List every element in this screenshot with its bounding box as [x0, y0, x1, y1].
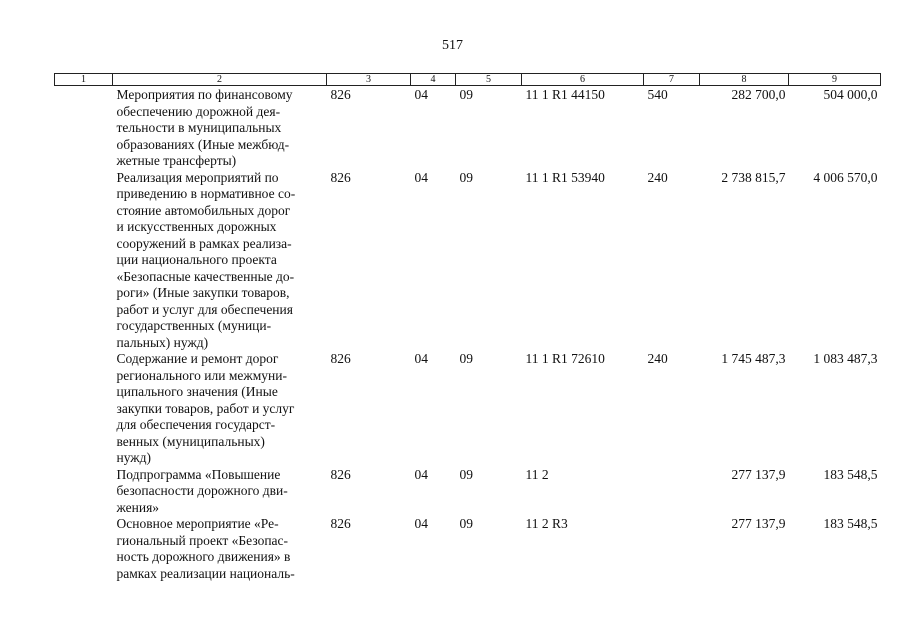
blank-cell	[55, 516, 113, 582]
column-header: 5	[456, 74, 522, 86]
table-row	[55, 516, 881, 582]
subsection-code: 09	[459, 516, 473, 531]
target-article-code: 11 2	[525, 466, 549, 482]
blank-cell	[55, 351, 113, 467]
blank-cell	[55, 467, 113, 517]
amount-year-1: 2 738 815,7	[721, 169, 786, 185]
item-name: Содержание и ремонт дорог регионального или межмуни- ципального значения (Иные закупки товаров, работ и услуг для обеспечения государст- венных (муниципальных) нужд)	[116, 351, 295, 465]
section-code: 04	[414, 87, 428, 102]
page-number: 517	[442, 38, 463, 53]
budget-table	[54, 73, 881, 582]
expense-type-code	[644, 516, 700, 582]
target-article-code: 11 2 R3	[525, 516, 568, 531]
column-number-row	[55, 74, 881, 86]
subsection-code: 09	[459, 351, 473, 366]
amount-year-2: 183 548,5	[823, 466, 878, 482]
subsection-code: 09	[459, 169, 473, 185]
amount-year-1: 282 700,0	[731, 87, 786, 102]
target-article-code: 11 1 R1 44150	[525, 87, 605, 102]
subsection-code: 09	[459, 87, 473, 102]
table-row	[55, 351, 881, 467]
column-header: 8	[700, 74, 789, 86]
grbs-code: 826	[330, 351, 351, 366]
section-code: 04	[414, 466, 428, 482]
amount-year-2: 4 006 570,0	[813, 169, 878, 185]
amount-year-1: 277 137,9	[731, 466, 786, 482]
grbs-code: 826	[330, 466, 351, 482]
amount-year-2: 1 083 487,3	[813, 351, 878, 366]
target-article-code: 11 1 R1 53940	[525, 169, 605, 185]
grbs-code: 826	[330, 516, 351, 531]
blank-cell	[55, 86, 113, 170]
section-code: 04	[414, 516, 428, 531]
expense-type-code: 240	[647, 169, 668, 185]
column-header: 4	[411, 74, 456, 86]
table-row	[55, 170, 881, 352]
item-name: Подпрограмма «Повышение безопасности дорожного дви- жения»	[116, 466, 288, 515]
expense-type-code: 240	[647, 351, 668, 366]
item-name: Реализация мероприятий по приведению в нормативное со- стояние автомобильных дорог и искусственных дорожных сооружений в рамках реализа- ции национального проекта «Безопасные качественные до- роги» (Иные закупки товаров, работ и услуг для обеспечения государственных (муници- пальных) нужд)	[116, 169, 296, 350]
column-header: 7	[644, 74, 700, 86]
target-article-code: 11 1 R1 72610	[525, 351, 605, 366]
column-header: 3	[327, 74, 411, 86]
blank-cell	[55, 170, 113, 352]
column-header: 6	[522, 74, 644, 86]
amount-year-1: 277 137,9	[731, 516, 786, 531]
column-header: 1	[55, 74, 113, 86]
grbs-code: 826	[330, 87, 351, 102]
column-header: 9	[789, 74, 881, 86]
table-row	[55, 86, 881, 170]
amount-year-2: 183 548,5	[823, 516, 878, 531]
section-code: 04	[414, 351, 428, 366]
item-name: Мероприятия по финансовому обеспечению дорожной дея- тельности в муниципальных образованиях (Иные межбюд- жетные трансферты)	[116, 87, 293, 168]
column-header: 2	[113, 74, 327, 86]
subsection-code: 09	[459, 466, 473, 482]
grbs-code: 826	[330, 169, 351, 185]
table-row	[55, 467, 881, 517]
item-name: Основное мероприятие «Ре- гиональный проект «Безопас- ность дорожного движения» в рамках реализации националь-	[116, 516, 295, 581]
expense-type-code	[644, 467, 700, 517]
amount-year-1: 1 745 487,3	[721, 351, 786, 366]
section-code: 04	[414, 169, 428, 185]
amount-year-2: 504 000,0	[823, 87, 878, 102]
expense-type-code: 540	[647, 87, 668, 102]
